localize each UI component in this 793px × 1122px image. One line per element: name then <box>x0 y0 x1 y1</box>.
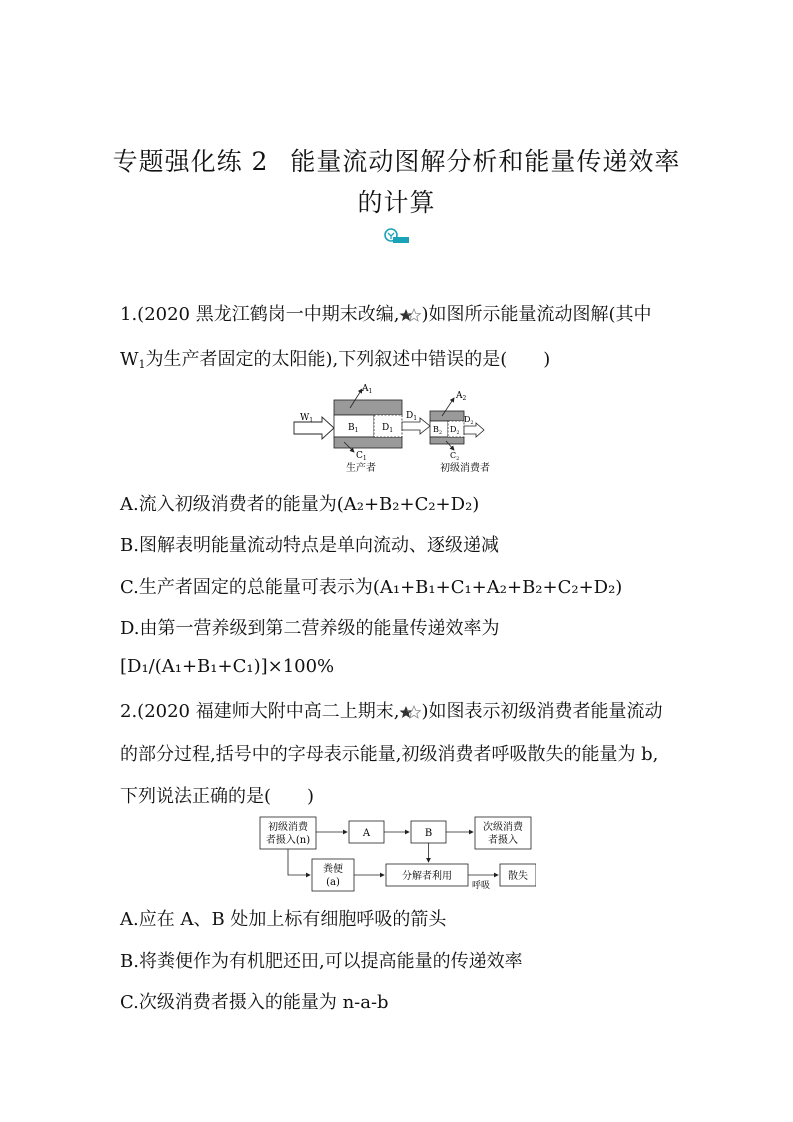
svg-text:者摄入: 者摄入 <box>488 835 518 846</box>
difficulty-stars-icon <box>399 705 421 719</box>
svg-text:粪便: 粪便 <box>323 864 343 875</box>
a2-label: $A_2$ <box>456 391 467 402</box>
q2-stem-line-2: 的部分过程,括号中的字母表示能量,初级消费者呼吸散失的能量为 b, <box>120 744 659 765</box>
page-title <box>0 142 793 178</box>
d2-transfer-label: $D_2$ <box>464 415 474 426</box>
w1-label: $W_1$ <box>300 413 314 424</box>
q2-option-a[interactable]: A.应在 A、B 处加上标有细胞呼吸的箭头 <box>120 909 447 930</box>
title-part-1: 专题强化练 2 <box>112 147 269 176</box>
q1-option-a[interactable]: A.流入初级消费者的能量为(A₂+B₂+C₂+D₂) <box>120 494 480 515</box>
svg-text:次级消费: 次级消费 <box>483 822 523 833</box>
producer-label: 生产者 <box>346 463 376 474</box>
svg-text:(a): (a) <box>326 877 340 888</box>
svg-text:分解者利用: 分解者利用 <box>402 871 452 882</box>
video-badge-icon <box>384 228 410 244</box>
d1-transfer-label: $D_1$ <box>406 411 418 422</box>
consumer-a2-band <box>430 411 464 421</box>
q2-stem-line-3: 下列说法正确的是( ) <box>120 786 315 807</box>
a1-label: $A_1$ <box>362 384 373 395</box>
arrow-intake-to-feces <box>288 849 310 875</box>
b1-label: $B_1$ <box>348 423 359 434</box>
title-part-2: 能量流动图解分析和能量传递效率 <box>290 147 681 176</box>
q1-option-d-line-1[interactable]: D.由第一营养级到第二营养级的能量传递效率为 <box>120 618 500 639</box>
svg-text:者摄入(n): 者摄入(n) <box>265 835 311 846</box>
q2-option-b[interactable]: B.将粪便作为有机肥还田,可以提高能量的传递效率 <box>120 951 523 972</box>
consumer-c2-band <box>430 437 464 444</box>
d2-transfer-arrow <box>464 423 484 437</box>
page-title-line-2: 的计算 <box>357 188 436 217</box>
q1-stem-line-1: 1.(2020 黑龙江鹤岗一中期末改编, )如图所示能量流动图解(其中 <box>120 304 652 325</box>
energy-flow-diagram-2 <box>258 812 536 894</box>
d2-label: $D_2$ <box>450 425 460 436</box>
producer-a1-band <box>334 400 402 415</box>
respiration-label: 呼吸 <box>472 881 491 891</box>
q1-stem-line-2: $W_1$为生产者固定的太阳能),下列叙述中错误的是( ) <box>120 349 551 371</box>
q1-option-d-line-2[interactable]: [D₁/(A₁+B₁+C₁)]×100% <box>120 656 335 677</box>
consumer-label: 初级消费者 <box>440 463 490 474</box>
b2-label: $B_2$ <box>433 425 443 436</box>
d1-label: $D_1$ <box>382 423 394 434</box>
svg-text:初级消费: 初级消费 <box>268 822 308 833</box>
q1-option-c[interactable]: C.生产者固定的总能量可表示为(A₁+B₁+C₁+A₂+B₂+C₂+D₂) <box>120 577 623 598</box>
q2-option-c[interactable]: C.次级消费者摄入的能量为 n-a-b <box>120 992 389 1013</box>
q1-option-b[interactable]: B.图解表明能量流动特点是单向流动、逐级递减 <box>120 535 499 556</box>
svg-text:A: A <box>362 828 371 839</box>
svg-text:B: B <box>424 828 433 839</box>
c1-label: $C_1$ <box>356 451 367 462</box>
energy-flow-diagram-1 <box>292 380 504 476</box>
q2-stem-line-1: 2.(2020 福建师大附中高二上期末, )如图表示初级消费者能量流动 <box>120 701 663 722</box>
svg-text:散失: 散失 <box>508 871 528 882</box>
c2-label: $C_2$ <box>450 451 460 462</box>
difficulty-stars-icon <box>399 308 421 322</box>
